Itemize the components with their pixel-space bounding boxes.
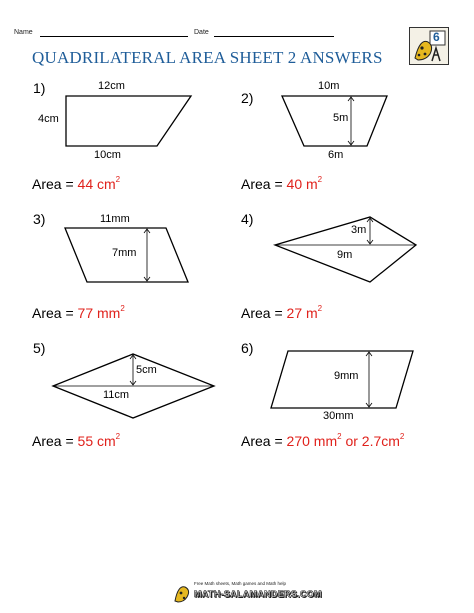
math-salamanders-logo-icon xyxy=(409,27,449,65)
problem-4-height-label: 3m xyxy=(351,224,367,236)
footer-logo xyxy=(168,579,322,605)
answer-exponent: 2 xyxy=(120,304,125,314)
problem-2-number: 2) xyxy=(241,90,254,106)
answer-value: 77 mm xyxy=(77,305,121,321)
problem-5-number: 5) xyxy=(33,340,46,356)
answer-prefix: Area = xyxy=(32,433,78,449)
answer-value: 55 cm xyxy=(77,433,116,449)
problem-6-height-label: 9mm xyxy=(334,370,359,382)
problem-3-number: 3) xyxy=(33,211,46,227)
problem-5-answer xyxy=(32,433,120,449)
footer-brand: MATH-SALAMANDERS.COM xyxy=(194,589,322,599)
problem-2-top-label: 10m xyxy=(318,80,340,92)
name-label: Name xyxy=(14,29,33,36)
answer-exponent: 2 xyxy=(337,432,342,442)
name-line xyxy=(40,36,188,37)
answer-prefix: Area = xyxy=(32,305,78,321)
problem-4-number: 4) xyxy=(241,211,254,227)
problem-6-bottom-label: 30mm xyxy=(323,410,354,422)
problem-1-shape xyxy=(66,96,191,146)
date-line xyxy=(214,36,334,37)
problem-5-shape xyxy=(53,354,214,418)
problem-1-top-label: 12cm xyxy=(98,80,125,92)
footer-tagline: Free Math sheets, Math games and Math help xyxy=(194,581,287,586)
problem-2-height-label: 5m xyxy=(333,112,349,124)
answer-exponent: 2 xyxy=(115,432,121,442)
problem-1-number: 1) xyxy=(33,80,46,96)
answer-value: 44 cm xyxy=(77,176,116,192)
problem-6-answer xyxy=(241,433,404,449)
problem-2-answer xyxy=(241,176,322,192)
problem-1-side-label: 4cm xyxy=(38,113,59,125)
problem-5-diagonal-label: 11cm xyxy=(103,389,130,401)
answer-exponent: 2 xyxy=(317,175,323,185)
problem-1-bottom-label: 10cm xyxy=(94,149,121,161)
problem-2-bottom-label: 6m xyxy=(328,149,344,161)
problem-3-height-label: 7mm xyxy=(112,247,137,259)
problem-5-height-label: 5cm xyxy=(136,364,157,376)
problem-4-diagonal-label: 9m xyxy=(337,249,353,261)
problem-6-number: 6) xyxy=(241,340,254,356)
answer-exponent: 2 xyxy=(317,304,323,314)
answer-exponent: 2 xyxy=(115,175,121,185)
salamander-icon xyxy=(172,579,194,603)
answer-alt-exponent: 2 xyxy=(399,432,405,442)
answer-prefix: Area = xyxy=(241,433,287,449)
problem-4-answer xyxy=(241,305,322,321)
answer-value: 270 mm xyxy=(286,433,338,449)
answer-value: 40 m xyxy=(286,176,318,192)
answer-prefix: Area = xyxy=(32,176,78,192)
page-title: QUADRILATERAL AREA SHEET 2 ANSWERS xyxy=(32,48,383,67)
logo-digit: 6 xyxy=(433,30,440,44)
date-label: Date xyxy=(194,29,209,36)
answer-alt-value: or 2.7cm xyxy=(341,433,400,449)
answer-prefix: Area = xyxy=(241,305,287,321)
problem-3-top-label: 11mm xyxy=(100,213,130,225)
problem-1-answer xyxy=(32,176,120,192)
answer-value: 27 m xyxy=(286,305,318,321)
answer-prefix: Area = xyxy=(241,176,287,192)
problem-3-answer xyxy=(32,305,125,321)
